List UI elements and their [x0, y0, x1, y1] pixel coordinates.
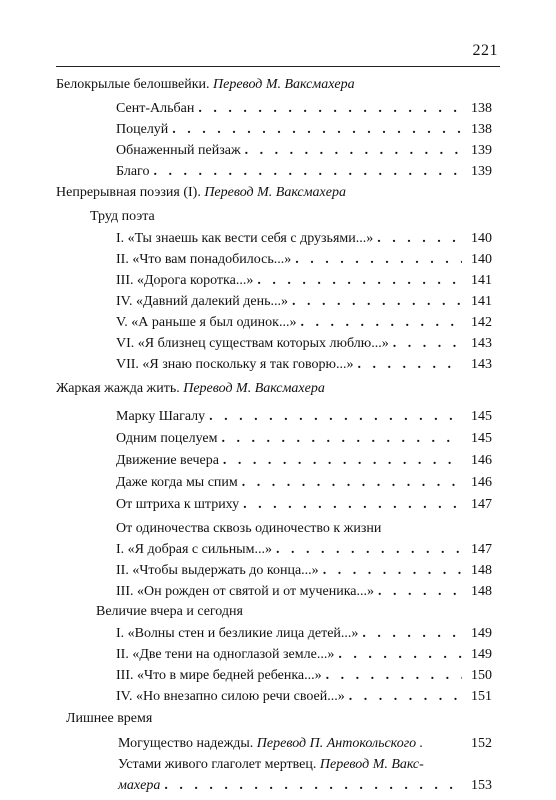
- toc-entry-line: [118, 756, 424, 774]
- dot-leader: [323, 562, 462, 580]
- dot-leader: [221, 430, 462, 448]
- dot-leader: [377, 230, 462, 248]
- toc-entry: [116, 272, 492, 290]
- page-ref: 143: [471, 336, 492, 351]
- dot-leader: [223, 452, 462, 470]
- page-ref: 141: [471, 294, 492, 309]
- page-ref: 140: [471, 252, 492, 267]
- toc-entry: [116, 142, 492, 160]
- page-ref: 152: [471, 736, 492, 751]
- section-title: Белокрылые белошвейки.: [56, 77, 210, 92]
- dot-leader: [378, 583, 462, 601]
- entry-title: I. «Ты знаешь как вести себя с друзьями...»: [116, 231, 374, 246]
- entry-title: II. «Что вам понадобилось...»: [116, 252, 292, 267]
- entry-title: Поцелуй: [116, 122, 169, 137]
- page-number: 221: [472, 42, 498, 59]
- entry-title: III. «Дорога коротка...»: [116, 273, 254, 288]
- page-ref: 147: [471, 497, 492, 512]
- page-ref: 148: [471, 584, 492, 599]
- toc-entry: [116, 646, 492, 664]
- dot-leader: [326, 667, 462, 685]
- toc-entry: [116, 474, 492, 492]
- section-heading: [56, 76, 355, 94]
- dot-leader: [245, 142, 462, 160]
- subsection-heading: Труд поэта: [90, 209, 155, 224]
- group-heading: От одиночества сквозь одиночество к жизни: [116, 521, 382, 536]
- page-ref: 143: [471, 357, 492, 372]
- entry-title: Одним поцелуем: [116, 431, 218, 446]
- toc-entry: [116, 163, 492, 181]
- dot-leader: [358, 356, 462, 374]
- entry-title: III. «Он рожден от святой и от мученика...»: [116, 584, 375, 599]
- page-ref: 139: [471, 164, 492, 179]
- section-title: Непрерывная поэзия (I).: [56, 185, 201, 200]
- section-heading: Лишнее время: [66, 711, 153, 726]
- entry-title: Сент-Альбан: [116, 101, 195, 116]
- entry-title-text: Устами живого глаголет мертвец.: [118, 757, 317, 772]
- toc-entry: [116, 625, 492, 643]
- entry-title: IV. «Но внезапно силою речи своей...»: [116, 689, 345, 704]
- toc-entry: [116, 293, 492, 311]
- entry-title: II. «Две тени на одноглазой земле...»: [116, 647, 335, 662]
- entry-translator: Перевод М. Вакс-: [319, 757, 424, 772]
- entry-title: II. «Чтобы выдержать до конца...»: [116, 563, 319, 578]
- entry-title: I. «Волны стен и безликие лица детей...»: [116, 626, 359, 641]
- dot-leader: [257, 272, 462, 290]
- group-heading: Величие вчера и сегодня: [96, 604, 243, 619]
- dot-leader: [295, 251, 462, 269]
- entry-title: Обнаженный пейзаж: [116, 143, 241, 158]
- section-translator: Перевод М. Ваксмахера: [213, 77, 355, 92]
- toc-entry: [116, 667, 492, 685]
- dot-leader: [243, 496, 462, 514]
- entry-title: VII. «Я знаю поскольку я так говорю...»: [116, 357, 354, 372]
- section-translator: Перевод М. Ваксмахера: [183, 381, 325, 396]
- toc-entry: [116, 100, 492, 118]
- toc-entry: [116, 408, 492, 426]
- toc-entry: [116, 335, 492, 353]
- entry-title: V. «А раньше я был одинок...»: [116, 315, 297, 330]
- header-rule: [56, 66, 500, 67]
- toc-entry: [116, 452, 492, 470]
- dot-leader: [292, 293, 462, 311]
- section-heading: [56, 380, 325, 398]
- dot-leader: [153, 163, 462, 181]
- toc-entry: [116, 562, 492, 580]
- entry-title: I. «Я добрая с сильным...»: [116, 542, 272, 557]
- dot-leader: [393, 335, 462, 353]
- section-heading: [56, 184, 346, 202]
- page-ref: 138: [471, 122, 492, 137]
- entry-title: IV. «Давний далекий день...»: [116, 294, 288, 309]
- toc-entry: [116, 541, 492, 559]
- page-ref: 138: [471, 101, 492, 116]
- toc-entry: [116, 430, 492, 448]
- toc-entry: [116, 230, 492, 248]
- page-ref: 145: [471, 431, 492, 446]
- section-title: Жаркая жажда жить.: [56, 381, 180, 396]
- toc-entry: [118, 735, 492, 753]
- page-ref: 147: [471, 542, 492, 557]
- toc-entry: [118, 777, 492, 795]
- entry-title-text: Могущество надежды.: [118, 736, 254, 751]
- toc-entry: [116, 688, 492, 706]
- entry-title: Движение вечера: [116, 453, 219, 468]
- page-ref: 149: [471, 626, 492, 641]
- toc-entry: [116, 583, 492, 601]
- dot-leader: [276, 541, 462, 559]
- page-ref: 150: [471, 668, 492, 683]
- toc-entry: [116, 314, 492, 332]
- page-ref: 151: [471, 689, 492, 704]
- dot-leader: [198, 100, 462, 118]
- page-ref: 145: [471, 409, 492, 424]
- toc-entry: [116, 356, 492, 374]
- toc-entry: [116, 496, 492, 514]
- entry-title: От штриха к штриху: [116, 497, 240, 512]
- entry-translator: Перевод П. Антокольского .: [256, 736, 424, 751]
- entry-title: [118, 735, 423, 753]
- page-ref: 153: [471, 778, 492, 793]
- page-ref: 140: [471, 231, 492, 246]
- toc-entry: [116, 251, 492, 269]
- dot-leader: [209, 408, 462, 426]
- page-ref: 141: [471, 273, 492, 288]
- page-ref: 146: [471, 453, 492, 468]
- entry-title: Благо: [116, 164, 150, 179]
- page-ref: 149: [471, 647, 492, 662]
- entry-title: VI. «Я близнец существам которых люблю...»: [116, 336, 389, 351]
- dot-leader: [172, 121, 462, 139]
- entry-title: Даже когда мы спим: [116, 475, 238, 490]
- dot-leader: [300, 314, 462, 332]
- section-translator: Перевод М. Ваксмахера: [204, 185, 346, 200]
- dot-leader: [349, 688, 462, 706]
- page-ref: 142: [471, 315, 492, 330]
- page-ref: 146: [471, 475, 492, 490]
- entry-title: Марку Шагалу: [116, 409, 206, 424]
- dot-leader: [338, 646, 462, 664]
- dot-leader: [242, 474, 462, 492]
- dot-leader: [362, 625, 462, 643]
- dot-leader: [164, 777, 462, 795]
- page-ref: 139: [471, 143, 492, 158]
- toc-entry: [116, 121, 492, 139]
- page-ref: 148: [471, 563, 492, 578]
- entry-translator: махера: [118, 778, 161, 793]
- entry-title: III. «Что в мире бедней ребенка...»: [116, 668, 322, 683]
